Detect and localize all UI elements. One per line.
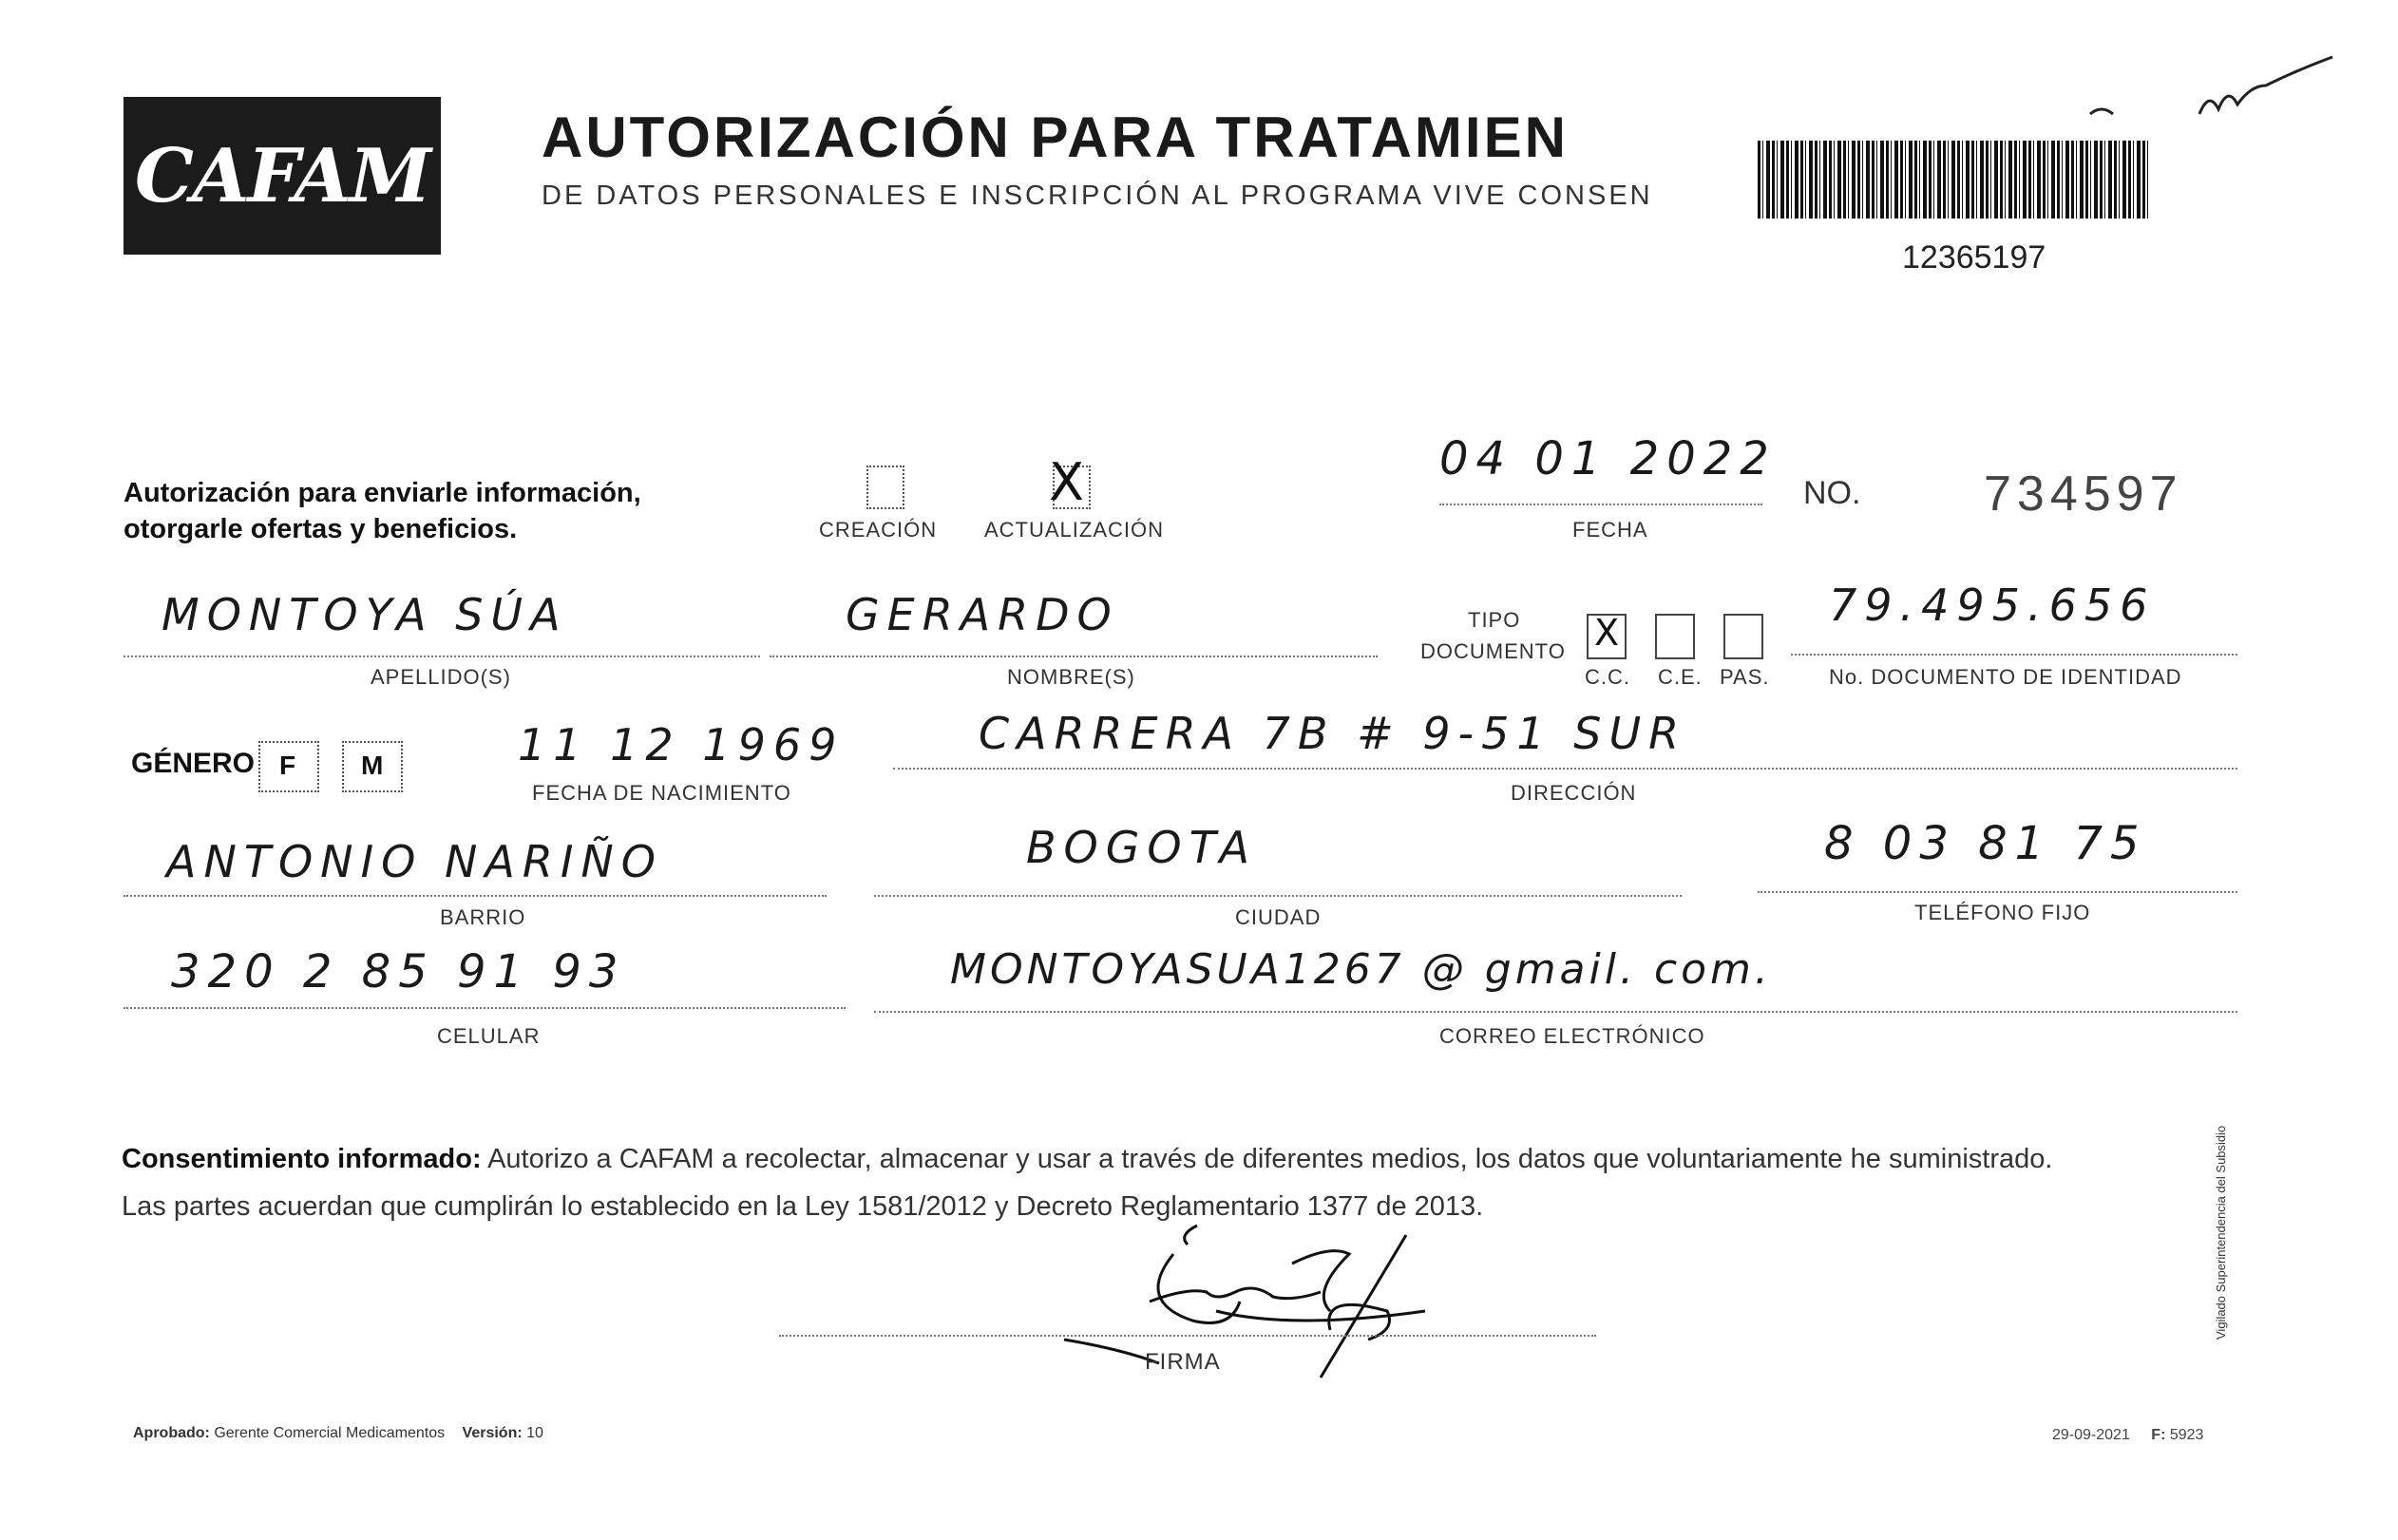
barcode-number: 12365197 xyxy=(1902,239,2046,276)
signature-line xyxy=(779,1335,1596,1337)
genero-m-checkbox[interactable] xyxy=(342,741,403,792)
no-label: NO. xyxy=(1803,475,1861,511)
nombres-value: GERARDO xyxy=(846,589,1119,640)
actualizacion-mark: X xyxy=(1049,452,1084,512)
side-vigilado-text: Vigilado Superintendencia del Subsidio xyxy=(2214,1125,2228,1340)
correo-line xyxy=(874,1011,2237,1013)
form-title: AUTORIZACIÓN PARA TRATAMIEN xyxy=(542,105,1569,169)
direccion-line xyxy=(893,768,2237,770)
cc-checkbox[interactable] xyxy=(1587,614,1627,659)
tipo-doc-label-2: DOCUMENTO xyxy=(1420,639,1566,663)
doc-label: No. DOCUMENTO DE IDENTIDAD xyxy=(1829,665,2182,689)
genero-label: GÉNERO xyxy=(131,748,256,779)
aprobado-value: Gerente Comercial Medicamentos xyxy=(214,1425,446,1441)
ciudad-value: BOGOTA xyxy=(1026,822,1257,873)
barcode xyxy=(1758,141,2151,219)
footer-date: 29-09-2021 xyxy=(2052,1427,2130,1443)
signature-label: FIRMA xyxy=(1145,1349,1221,1375)
creacion-label: CREACIÓN xyxy=(819,518,938,542)
ce-checkbox[interactable] xyxy=(1655,614,1695,659)
form-label: F: xyxy=(2151,1427,2166,1443)
ce-label: C.E. xyxy=(1658,665,1703,689)
doc-value: 79.495.656 xyxy=(1829,580,2156,631)
no-value: 734597 xyxy=(1984,466,2183,522)
cafam-logo xyxy=(124,97,441,255)
correo-value: MONTOYASUA1267 @ gmail. com. xyxy=(950,945,1772,994)
cc-label: C.C. xyxy=(1585,665,1630,689)
nombres-line xyxy=(770,656,1378,657)
consent-bold: Consentimiento informado: xyxy=(122,1144,482,1174)
barrio-label: BARRIO xyxy=(440,905,526,929)
actualizacion-label: ACTUALIZACIÓN xyxy=(984,518,1165,542)
genero-f-label: F xyxy=(279,751,296,780)
genero-f-checkbox[interactable] xyxy=(258,741,319,792)
consent-text1: Autorizo a CAFAM a recolectar, almacenar y usar a través de diferentes medios, los datos que voluntariamente he suministrado. xyxy=(481,1144,2053,1174)
corner-scribble xyxy=(2071,48,2375,133)
form-value: 5923 xyxy=(2169,1427,2204,1443)
fecha-label: FECHA xyxy=(1572,518,1648,542)
celular-value: 320 2 85 91 93 xyxy=(171,945,626,998)
correo-label: CORREO ELECTRÓNICO xyxy=(1439,1024,1705,1048)
apellidos-value: MONTOYA SÚA xyxy=(162,589,568,640)
ciudad-label: CIUDAD xyxy=(1235,905,1322,929)
creacion-checkbox[interactable] xyxy=(866,466,904,509)
fecha-line xyxy=(1439,504,1762,505)
direccion-label: DIRECCIÓN xyxy=(1511,781,1637,805)
barrio-value: ANTONIO NARIÑO xyxy=(166,836,664,887)
telefono-line xyxy=(1758,891,2237,893)
consent-line2: Las partes acuerdan que cumplirán lo establecido en la Ley 1581/2012 y Decreto Reglamentario 1377 de 2013. xyxy=(122,1191,1484,1222)
authorization-heading-line1: Autorización para enviarle información, xyxy=(124,478,641,508)
telefono-value: 8 03 81 75 xyxy=(1824,817,2147,870)
genero-m-label: M xyxy=(361,751,384,780)
apellidos-line xyxy=(124,656,760,657)
ciudad-line xyxy=(874,895,1682,897)
aprobado-label: Aprobado: xyxy=(133,1425,210,1441)
apellidos-label: APELLIDO(S) xyxy=(371,665,511,689)
birth-value: 11 12 1969 xyxy=(518,719,845,770)
authorization-heading-line2: otorgarle ofertas y beneficios. xyxy=(124,514,518,544)
signature-drawing xyxy=(1045,1207,1558,1387)
authorization-heading xyxy=(124,475,641,547)
tipo-doc-label-1: TIPO xyxy=(1468,608,1521,632)
logo-text: CAFAM xyxy=(134,132,430,219)
pas-label: PAS. xyxy=(1720,665,1770,689)
form-subtitle: DE DATOS PERSONALES E INSCRIPCIÓN AL PROGRAMA VIVE CONSEN xyxy=(542,181,1653,211)
actualizacion-checkbox[interactable] xyxy=(1049,452,1091,512)
fecha-value: 04 01 2022 xyxy=(1439,432,1777,485)
consent-line1 xyxy=(122,1135,2250,1183)
birth-label: FECHA DE NACIMIENTO xyxy=(532,781,791,805)
footer-date-form xyxy=(2052,1427,2203,1444)
telefono-label: TELÉFONO FIJO xyxy=(1914,901,2091,924)
footer-approval xyxy=(133,1425,543,1442)
pas-checkbox[interactable] xyxy=(1723,614,1763,659)
celular-label: CELULAR xyxy=(437,1024,541,1048)
doc-line xyxy=(1791,654,2237,656)
celular-line xyxy=(124,1007,846,1009)
nombres-label: NOMBRE(S) xyxy=(1007,665,1135,689)
version-label: Versión: xyxy=(462,1425,523,1441)
direccion-value: CARRERA 7B # 9-51 SUR xyxy=(979,708,1687,759)
barrio-line xyxy=(124,895,827,897)
cc-mark: X xyxy=(1594,612,1620,654)
version-value: 10 xyxy=(526,1425,543,1441)
